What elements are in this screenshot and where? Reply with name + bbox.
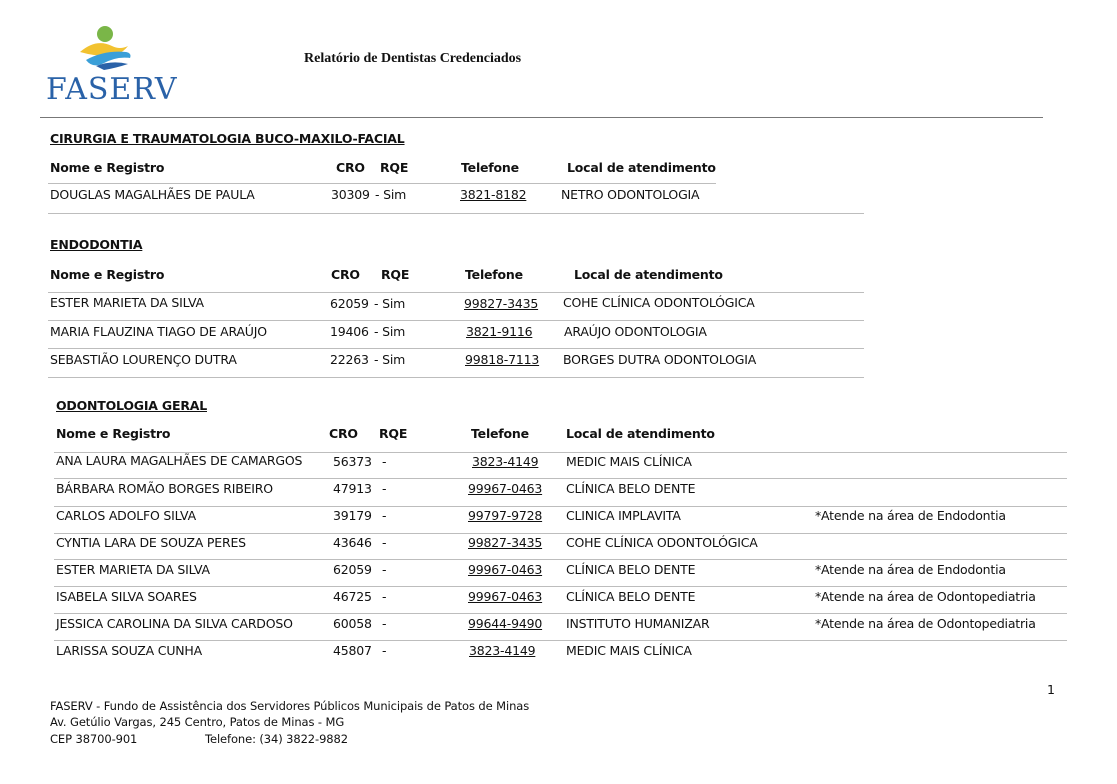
rqe-value: - Sim xyxy=(374,352,406,367)
cro-number: 39179 xyxy=(333,508,372,523)
row-divider xyxy=(54,506,1067,507)
rqe-value: - Sim xyxy=(374,324,406,339)
clinic-name: NETRO ODONTOLOGIA xyxy=(561,187,700,202)
footer-phone: Telefone: (34) 3822-9882 xyxy=(205,732,348,746)
phone-link[interactable]: 3823-4149 xyxy=(472,454,539,469)
col-header-phone: Telefone xyxy=(465,267,523,282)
phone-link[interactable]: 99827-3435 xyxy=(468,535,543,550)
row-divider xyxy=(54,586,1067,587)
row-divider xyxy=(48,320,864,321)
col-header-name: Nome e Registro xyxy=(50,160,165,175)
row-divider xyxy=(48,183,716,184)
phone-link[interactable]: 99967-0463 xyxy=(468,481,543,496)
rqe-value: - xyxy=(382,508,387,523)
col-header-phone: Telefone xyxy=(471,426,529,441)
col-header-rqe: RQE xyxy=(380,160,409,175)
clinic-name: INSTITUTO HUMANIZAR xyxy=(566,616,710,631)
row-divider xyxy=(54,640,1067,641)
phone-link[interactable]: 99827-3435 xyxy=(464,296,539,311)
col-header-phone: Telefone xyxy=(461,160,519,175)
dentist-name: DOUGLAS MAGALHÃES DE PAULA xyxy=(50,187,255,202)
row-divider xyxy=(48,292,864,293)
section-title-odontologia-geral: ODONTOLOGIA GERAL xyxy=(56,398,207,413)
dentist-name: BÁRBARA ROMÃO BORGES RIBEIRO xyxy=(56,481,273,496)
clinic-name: CLÍNICA BELO DENTE xyxy=(566,481,696,496)
header-divider xyxy=(40,117,1043,118)
cro-number: 46725 xyxy=(333,589,372,604)
rqe-value: - xyxy=(382,643,387,658)
section-title-endodontia: ENDODONTIA xyxy=(50,237,143,252)
specialty-note: *Atende na área de Endodontia xyxy=(815,562,1006,577)
col-header-location: Local de atendimento xyxy=(574,267,723,282)
clinic-name: MEDIC MAIS CLÍNICA xyxy=(566,643,692,658)
rqe-value: - xyxy=(382,562,387,577)
section-end-divider xyxy=(48,377,864,378)
dentist-name: ESTER MARIETA DA SILVA xyxy=(56,562,210,577)
row-divider xyxy=(54,478,1067,479)
faserv-logo xyxy=(46,22,178,107)
specialty-note: *Atende na área de Odontopediatria xyxy=(815,589,1036,604)
clinic-name: BORGES DUTRA ODONTOLOGIA xyxy=(563,352,757,367)
clinic-name: CLINICA IMPLAVITA xyxy=(566,508,681,523)
cro-number: 30309 xyxy=(331,187,370,202)
cro-number: 62059 xyxy=(333,562,372,577)
cro-number: 22263 xyxy=(330,352,369,367)
report-title: Relatório de Dentistas Credenciados xyxy=(304,51,522,66)
phone-link[interactable]: 3821-9116 xyxy=(466,324,533,339)
row-divider xyxy=(48,348,864,349)
row-divider xyxy=(54,559,1067,560)
dentist-name: ISABELA SILVA SOARES xyxy=(56,589,197,604)
col-header-location: Local de atendimento xyxy=(566,426,715,441)
cro-number: 45807 xyxy=(333,643,372,658)
phone-link[interactable]: 3821-8182 xyxy=(460,187,527,202)
cro-number: 19406 xyxy=(330,324,369,339)
rqe-value: - Sim xyxy=(375,187,407,202)
dentist-name: CARLOS ADOLFO SILVA xyxy=(56,508,196,523)
row-divider xyxy=(54,613,1067,614)
dentist-name: CYNTIA LARA DE SOUZA PERES xyxy=(56,535,246,550)
dentist-name: SEBASTIÃO LOURENÇO DUTRA xyxy=(50,352,237,367)
section-end-divider xyxy=(48,213,864,214)
footer-cep: CEP 38700-901 xyxy=(50,732,138,746)
dentist-name: ANA LAURA MAGALHÃES DE CAMARGOS xyxy=(56,453,303,468)
col-header-cro: CRO xyxy=(331,267,360,282)
col-header-rqe: RQE xyxy=(379,426,408,441)
cro-number: 60058 xyxy=(333,616,372,631)
phone-link[interactable]: 3823-4149 xyxy=(469,643,536,658)
footer-organization: FASERV - Fundo de Assistência dos Servidores Públicos Municipais de Patos de Minas xyxy=(50,699,530,713)
cro-number: 43646 xyxy=(333,535,372,550)
rqe-value: - Sim xyxy=(374,296,406,311)
logo-text: FASERV xyxy=(46,72,178,107)
specialty-note: *Atende na área de Odontopediatria xyxy=(815,616,1036,631)
phone-link[interactable]: 99797-9728 xyxy=(468,508,543,523)
rqe-value: - xyxy=(382,454,387,469)
phone-link[interactable]: 99644-9490 xyxy=(468,616,543,631)
col-header-name: Nome e Registro xyxy=(56,426,171,441)
cro-number: 62059 xyxy=(330,296,369,311)
cro-number: 47913 xyxy=(333,481,372,496)
col-header-name: Nome e Registro xyxy=(50,267,165,282)
col-header-rqe: RQE xyxy=(381,267,410,282)
phone-link[interactable]: 99967-0463 xyxy=(468,562,543,577)
rqe-value: - xyxy=(382,589,387,604)
cro-number: 56373 xyxy=(333,454,372,469)
rqe-value: - xyxy=(382,535,387,550)
clinic-name: CLÍNICA BELO DENTE xyxy=(566,589,696,604)
clinic-name: ARAÚJO ODONTOLOGIA xyxy=(564,324,707,339)
section-title-cirurgia: CIRURGIA E TRAUMATOLOGIA BUCO-MAXILO-FACIAL xyxy=(50,131,405,146)
dentist-name: ESTER MARIETA DA SILVA xyxy=(50,295,204,310)
col-header-cro: CRO xyxy=(329,426,358,441)
page-number: 1 xyxy=(1047,682,1055,697)
dentist-name: JESSICA CAROLINA DA SILVA CARDOSO xyxy=(56,616,293,631)
row-divider xyxy=(54,533,1067,534)
clinic-name: CLÍNICA BELO DENTE xyxy=(566,562,696,577)
phone-link[interactable]: 99967-0463 xyxy=(468,589,543,604)
clinic-name: MEDIC MAIS CLÍNICA xyxy=(566,454,692,469)
rqe-value: - xyxy=(382,616,387,631)
dentist-name: MARIA FLAUZINA TIAGO DE ARAÚJO xyxy=(50,324,267,339)
phone-link[interactable]: 99818-7113 xyxy=(465,352,540,367)
col-header-cro: CRO xyxy=(336,160,365,175)
clinic-name: COHE CLÍNICA ODONTOLÓGICA xyxy=(563,295,755,310)
footer-address: Av. Getúlio Vargas, 245 Centro, Patos de Minas - MG xyxy=(50,715,345,729)
dentist-name: LARISSA SOUZA CUNHA xyxy=(56,643,202,658)
col-header-location: Local de atendimento xyxy=(567,160,716,175)
specialty-note: *Atende na área de Endodontia xyxy=(815,508,1006,523)
rqe-value: - xyxy=(382,481,387,496)
clinic-name: COHE CLÍNICA ODONTOLÓGICA xyxy=(566,535,758,550)
